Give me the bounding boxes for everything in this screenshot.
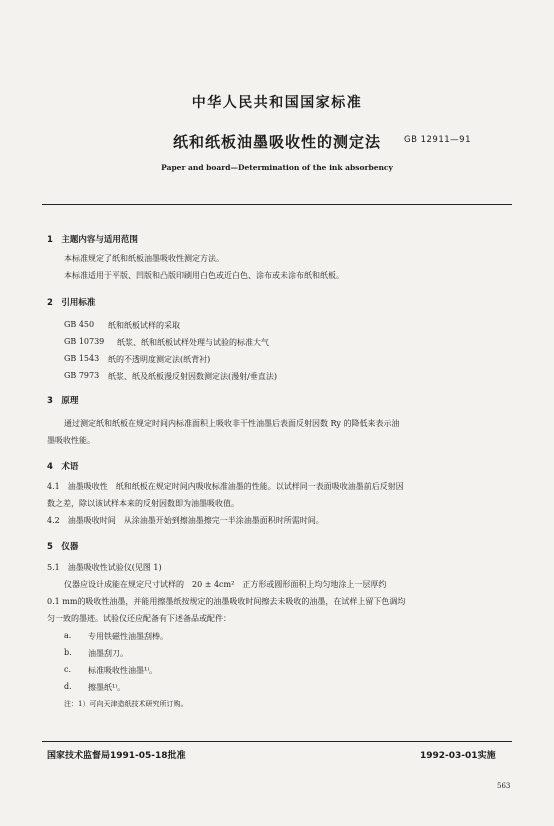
- footer-divider: [42, 741, 512, 742]
- section-2-heading: 2 引用标准: [47, 298, 96, 308]
- section-3-heading: 3 原理: [47, 396, 79, 406]
- page-number: 563: [497, 782, 511, 790]
- footnote: 注：1）可向天津造纸技术研究所订购。: [64, 700, 188, 708]
- ref-title: 纸浆、纸和纸板试样处理与试验的标准大气: [117, 338, 269, 347]
- section-3-line-1: 通过测定纸和纸板在规定时间内标准面积上吸收非干性油墨后表面反射因数 Ry 的降低来表示油: [64, 419, 400, 428]
- list-item-text: 擦墨纸¹⁾。: [88, 683, 126, 692]
- section-5-line-3: 匀一致的墨迹。试验仪还应配备有下述备品或配件：: [47, 614, 231, 623]
- approval-date: 国家技术监督局1991-05-18批准: [47, 751, 186, 761]
- list-item-label: a.: [64, 631, 72, 640]
- subsection-5-1: 5.1 油墨吸收性试验仪(见图 1): [47, 563, 162, 572]
- definition-4-1-line-1: 4.1 油墨吸收性 纸和纸板在规定时间内吸收标准油墨的性能。以试样同一表面吸收油墨前后反射因: [47, 482, 404, 491]
- definition-4-1-line-2: 数之差，除以该试样本来的反射因数即为油墨吸收值。: [47, 499, 239, 508]
- ref-title: 纸的不透明度测定法(纸背衬): [108, 355, 211, 364]
- ref-code: GB 1543: [64, 354, 100, 363]
- ref-title: 纸浆、纸及纸板漫反射因数测定法(漫射/垂直法): [108, 372, 277, 381]
- national-standard-heading: 中华人民共和国国家标准: [191, 95, 363, 111]
- implementation-date: 1992-03-01实施: [420, 751, 496, 761]
- list-item-text: 标准吸收性油墨¹⁾。: [88, 666, 158, 675]
- list-item-text: 油墨刮刀。: [88, 649, 128, 658]
- ref-title: 纸和纸板试样的采取: [108, 321, 180, 330]
- section-1-para-1: 本标准规定了纸和纸板油墨吸收性测定方法。: [64, 254, 224, 263]
- section-5-line-2: 0.1 mm的吸收性油墨，并能用擦墨纸按规定的油墨吸收时间擦去未吸收的油墨，在试样上留下色调均: [47, 597, 406, 606]
- definition-4-2: 4.2 油墨吸收时间 从涂油墨开始到擦油墨擦完一半涂油墨面积时所需时间。: [47, 516, 324, 525]
- section-1-heading: 1 主题内容与适用范围: [47, 235, 138, 245]
- section-5-heading: 5 仪器: [47, 542, 79, 552]
- page-title: 纸和纸板油墨吸收性的测定法: [172, 133, 381, 151]
- section-1-para-2: 本标准适用于平版、凹版和凸版印刷用白色或近白色、涂布或未涂布纸和纸板。: [64, 271, 344, 280]
- list-item-text: 专用铁磁性油墨刮棒。: [88, 632, 168, 641]
- list-item-label: d.: [64, 682, 72, 691]
- english-title: Paper and board—Determination of the ink absorbency: [161, 163, 393, 172]
- section-3-line-2: 墨吸收性能。: [47, 436, 95, 445]
- list-item-label: b.: [64, 648, 72, 657]
- section-4-heading: 4 术语: [47, 462, 79, 472]
- list-item-label: c.: [64, 665, 72, 674]
- header-divider: [42, 204, 512, 205]
- standard-number: GB 12911—91: [404, 135, 471, 145]
- section-5-line-1: 仪器应设计成能在规定尺寸试样的 20 ± 4cm² 正方形或圆形面积上均匀地涂上一层厚约: [64, 580, 387, 589]
- ref-code: GB 7973: [64, 371, 100, 380]
- ref-code: GB 10739: [64, 337, 105, 346]
- ref-code: GB 450: [64, 320, 95, 329]
